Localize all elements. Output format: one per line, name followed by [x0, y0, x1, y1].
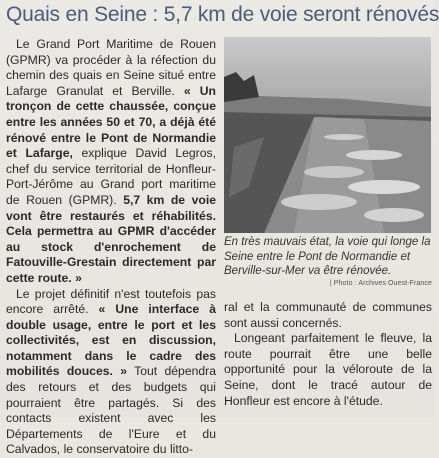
article-headline: Quais en Seine : 5,7 km de voie seront rénovés: [6, 2, 431, 28]
photo-caption: En très mauvais état, la voie qui longe la Seine entre le Pont de Normandie et Berville-sur-Mer va être rénovée.: [224, 235, 432, 279]
paragraph-1: [6, 37, 216, 287]
right-paragraph-1: ral et la communauté de communes sont aussi concernés.: [224, 300, 432, 331]
paragraph-2: [6, 287, 216, 458]
p2-text: Le projet définitif n'est toutefois pas encore arrêté.: [6, 287, 216, 317]
p1-text: Le Grand Port Maritime de Rouen (GPMR) va procéder à la réfection du chemin des quais en Seine situé entre Lafarge Granulat et Berville.: [6, 37, 216, 98]
p1-quote-2: 5,7 km de voie vont être restaurés et réhabilités. Cela permettra au GPMR d'accéder au stock d'enrochement de Fatouville-Grestain directement par cette route. »: [6, 193, 216, 285]
right-paragraph-2: Longeant parfaitement le fleuve, la route pourrait être une belle opportunité pour la véloroute de la Seine, dont le tracé autour de Honfleur est encore à l'étude.: [224, 331, 432, 409]
article-photo: [224, 37, 431, 233]
p1-attribution: explique David Legros, chef du service territorial de Honfleur-Port-Jérôme au Grand port maritime de Rouen (GPMR).: [6, 146, 216, 207]
p2-text-2: Tout dépendra des retours et des budgets qui pourraient être partagés. Si des contacts existent avec les Départements de l'Eure et du Calvados, le conservatoire du litto-: [6, 364, 216, 456]
p2-quote: « Une interface à double usage, entre le port et les collectivités, est en discussion, notamment dans le cadre des mobilités douces. »: [6, 302, 216, 378]
photo-credit: | Photo : Archives Ouest-France: [318, 279, 432, 288]
road-photo-image: [224, 37, 431, 233]
p1-quote: « Un tronçon de cette chaussée, conçue entre les années 50 et 70, a déjà été rénové entre le Pont de Normandie et Lafarge,: [6, 84, 216, 160]
right-column: [224, 300, 432, 409]
left-column: [6, 37, 216, 458]
